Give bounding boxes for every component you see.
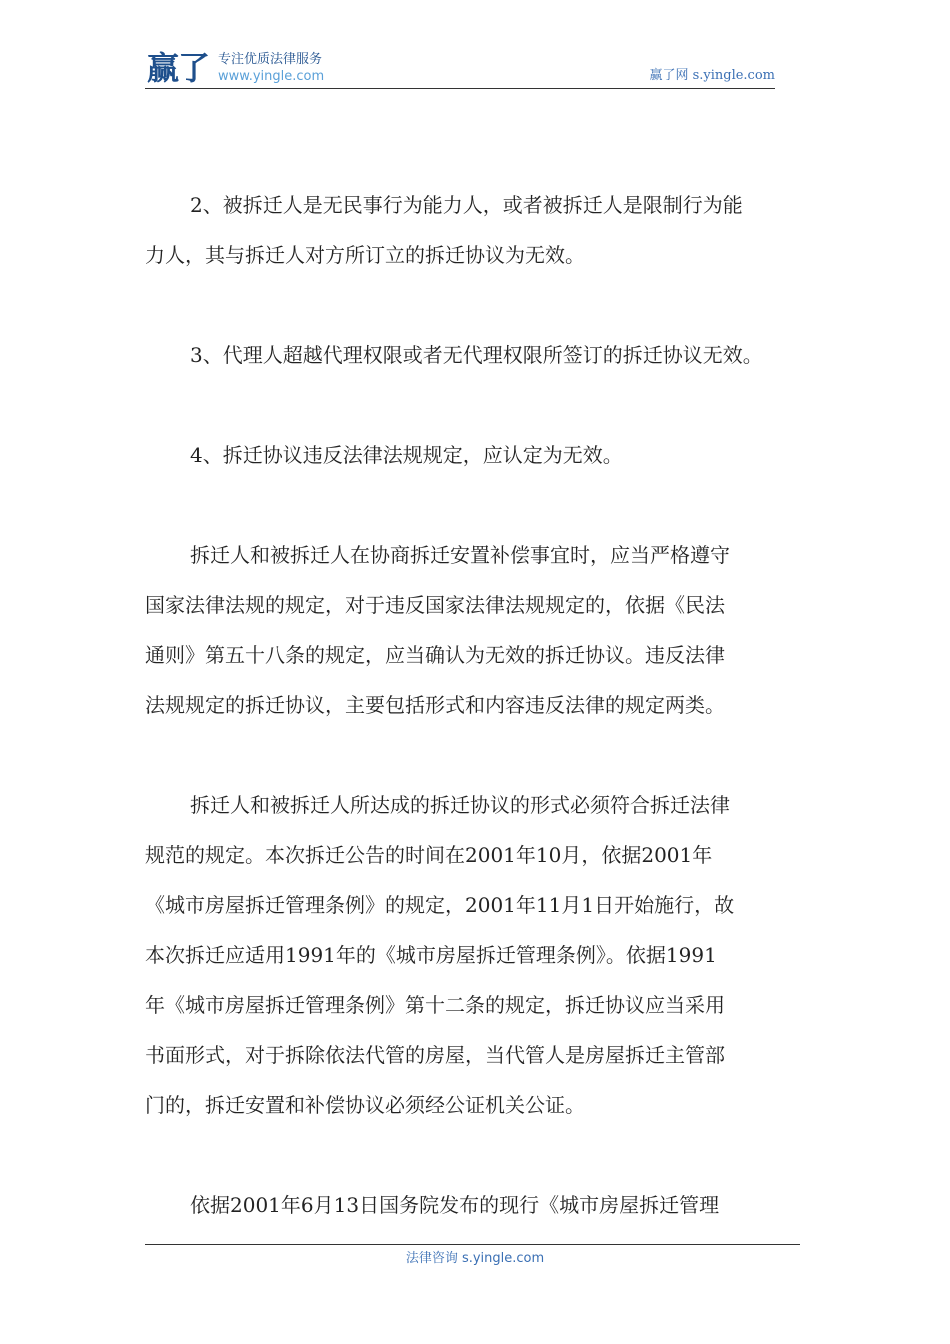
document-body [145, 180, 815, 1280]
paragraph-item-4: 4、拆迁协议违反法律法规规定，应认定为无效。 [190, 443, 623, 467]
paragraph-2001-regulation: 依据2001年6月13日国务院发布的现行《城市房屋拆迁管理 [190, 1193, 720, 1217]
logo-slogan: 专注优质法律服务 [218, 52, 323, 67]
paragraph-item-2: 2、被拆迁人是无民事行为能力人，或者被拆迁人是限制行为能 力人，其与拆迁人对方所订立的拆迁协议为无效。 [145, 193, 743, 267]
footer-divider [145, 1244, 800, 1245]
paragraph-form-requirement: 拆迁人和被拆迁人所达成的拆迁协议的形式必须符合拆迁法律 规范的规定。本次拆迁公告的时间在2001年10月，依据2001年 《城市房屋拆迁管理条例》的规定，2001年11月1日开始施行，故 本次拆迁应适用1991年的《城市房屋拆迁管理条例》。依据1991 年《城市房屋拆迁管理条例》第十二条的规定，拆迁协议应当采用 书面形式，对于拆除依法代管的房屋，当代管人是房屋拆迁主管部 门的，拆迁安置和补偿协议必须经公证机关公证。 [145, 793, 735, 1117]
page-header [145, 50, 775, 89]
paragraph-invalid-law: 拆迁人和被拆迁人在协商拆迁安置补偿事宜时，应当严格遵守 国家法律法规的规定，对于违反国家法律法规规定的，依据《民法 通则》第五十八条的规定，应当确认为无效的拆迁协议。违反法律 法规规定的拆迁协议，主要包括形式和内容违反法律的规定两类。 [145, 543, 730, 717]
logo-url[interactable]: www.yingle.com [218, 69, 325, 84]
footer-link[interactable]: 法律咨询 s.yingle.com [405, 1251, 545, 1266]
header-site-link[interactable]: 赢了网 s.yingle.com [649, 68, 775, 83]
paragraph-item-3: 3、代理人超越代理权限或者无代理权限所签订的拆迁协议无效。 [190, 343, 763, 367]
yingle-logo[interactable]: 赢了 [147, 49, 210, 87]
